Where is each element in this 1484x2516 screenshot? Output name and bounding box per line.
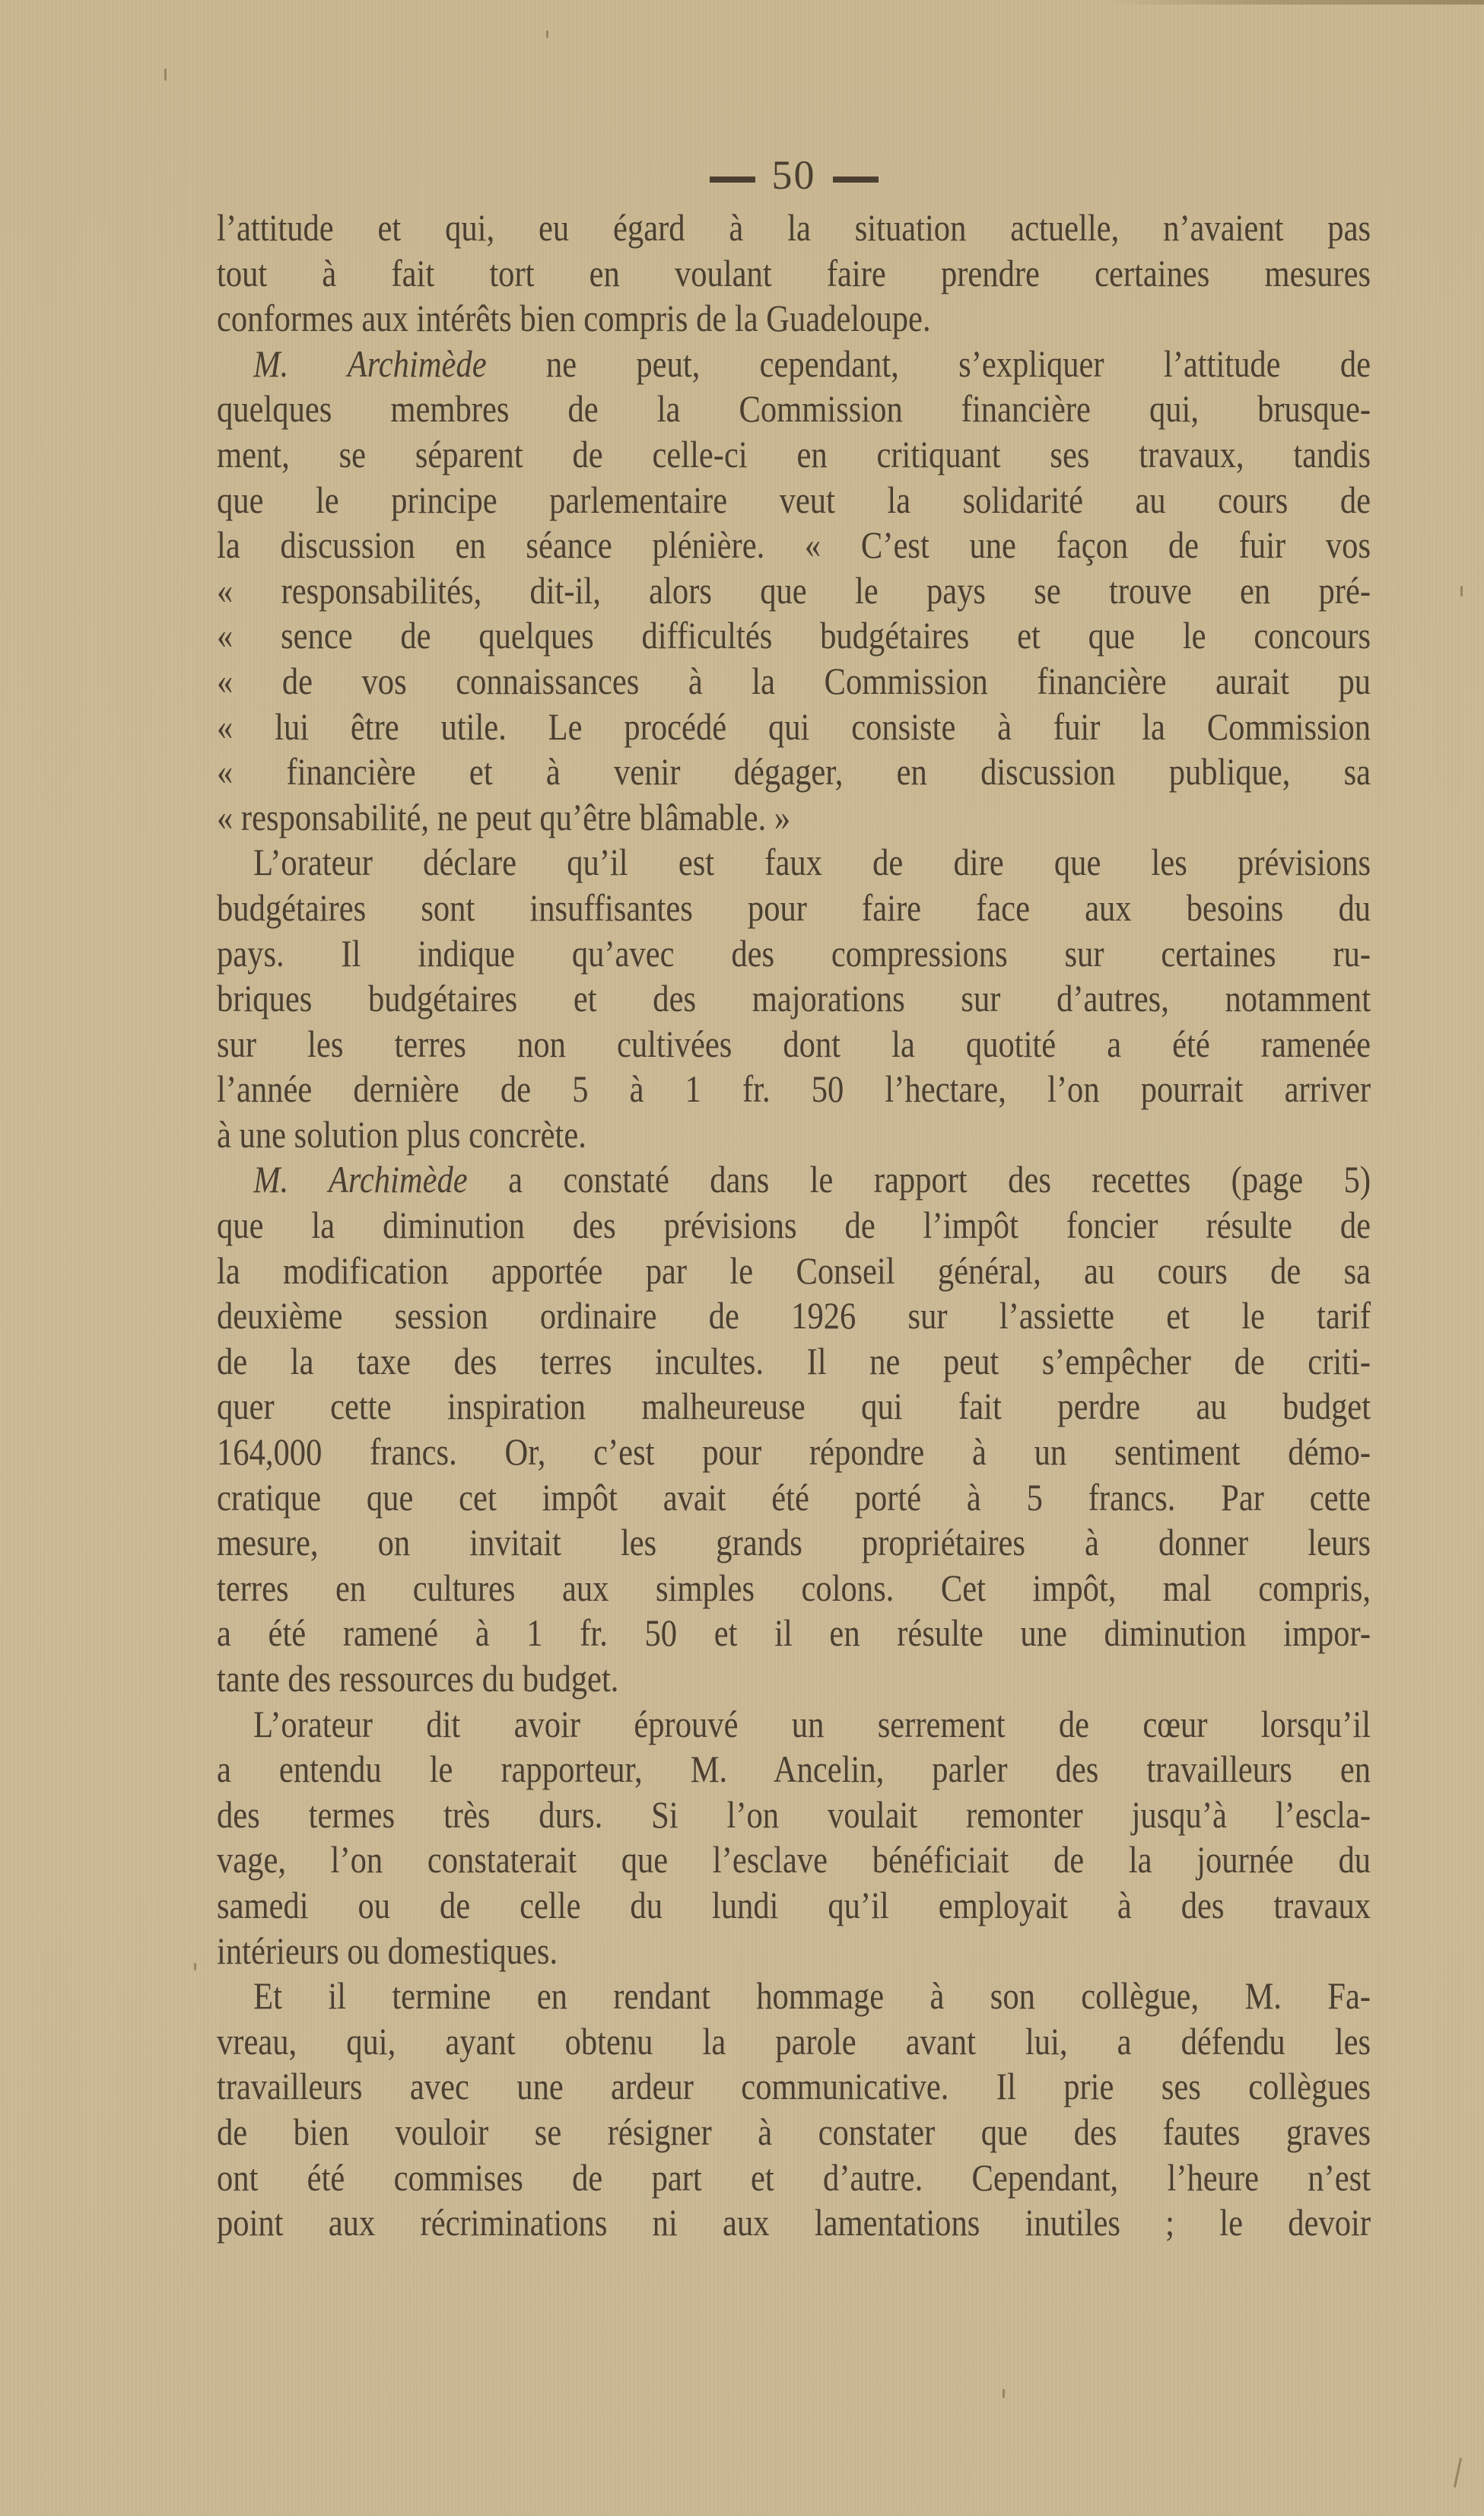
line-text: ment, se séparent de celle-ci en critiquant ses travaux, tandis — [217, 433, 1371, 476]
line-text: intérieurs ou domestiques. — [217, 1929, 558, 1972]
line-text: a constaté dans le rapport des recettes (page 5) — [467, 1159, 1371, 1201]
line-text: à une solution plus concrète. — [217, 1113, 586, 1156]
paper-speck — [1454, 2457, 1462, 2488]
text-line — [217, 1929, 1371, 1974]
paragraph — [217, 1702, 1371, 1974]
line-text: travailleurs avec une ardeur communicative. Il prie ses collègues — [217, 2066, 1371, 2108]
text-line — [217, 205, 1371, 251]
paragraph — [217, 205, 1371, 342]
text-line — [217, 1384, 1371, 1430]
line-text: briques budgétaires et des majorations sur d’autres, notamment — [217, 978, 1371, 1020]
text-line — [217, 1974, 1371, 2019]
line-text: terres en cultures aux simples colons. Cet impôt, mal compris, — [217, 1567, 1371, 1609]
line-text: « financière et à venir dégager, en discussion publique, sa — [217, 751, 1371, 794]
line-text: L’orateur déclare qu’il est faux de dire que les prévisions — [253, 841, 1371, 884]
text-line — [217, 1430, 1371, 1475]
line-text: « lui être utile. Le procédé qui consiste à fuir la Commission — [217, 705, 1371, 748]
line-text: que le principe parlementaire veut la solidarité au cours de — [217, 479, 1371, 521]
line-text: des termes très durs. Si l’on voulait remonter jusqu’à l’escla- — [217, 1793, 1371, 1836]
line-text: l’année dernière de 5 à 1 fr. 50 l’hectare, l’on pourrait arriver — [217, 1068, 1371, 1111]
text-line — [217, 613, 1371, 659]
page-top-edge-stain — [1104, 0, 1484, 5]
text-line — [217, 1157, 1371, 1203]
paragraph — [217, 1157, 1371, 1701]
line-text: l’attitude et qui, eu égard à la situation actuelle, n’avaient pas — [217, 207, 1371, 249]
line-text: la modification apportée par le Conseil général, au cours de sa — [217, 1249, 1371, 1292]
text-line — [217, 976, 1371, 1022]
line-text: a entendu le rapporteur, M. Ancelin, parler des travailleurs en — [217, 1748, 1371, 1791]
paper-speck — [164, 68, 167, 81]
line-text: quelques membres de la Commission financière qui, brusque- — [217, 388, 1371, 431]
text-line — [217, 1203, 1371, 1248]
line-text: mesure, on invitait les grands propriétaires à donner leurs — [217, 1522, 1371, 1564]
line-text: de la taxe des terres incultes. Il ne peut s’empêcher de criti- — [217, 1340, 1371, 1382]
right-dash-ornament — [833, 177, 879, 183]
line-text: la discussion en séance plénière. « C’est une façon de fuir vos — [217, 524, 1371, 567]
line-text: 164,000 francs. Or, c’est pour répondre à un sentiment démo- — [217, 1431, 1371, 1474]
line-text: vreau, qui, ayant obtenu la parole avant lui, a défendu les — [217, 2020, 1371, 2063]
paper-speck — [1460, 586, 1463, 596]
text-line — [217, 2064, 1371, 2110]
document-page — [217, 145, 1371, 2246]
text-line — [217, 1747, 1371, 1792]
text-line — [217, 2200, 1371, 2246]
text-line — [217, 795, 1371, 841]
text-line — [217, 1702, 1371, 1748]
text-line — [217, 342, 1371, 387]
text-line — [217, 1792, 1371, 1838]
paragraph — [217, 1974, 1371, 2246]
paper-speck — [194, 1963, 196, 1970]
text-line — [217, 1611, 1371, 1656]
line-text: a été ramené à 1 fr. 50 et il en résulte une diminution impor- — [217, 1612, 1371, 1655]
text-line — [217, 1520, 1371, 1566]
line-text: « responsabilités, dit-il, alors que le pays se trouve en pré- — [217, 569, 1371, 612]
text-line — [217, 432, 1371, 478]
line-text: deuxième session ordinaire de 1926 sur l’assiette et le tarif — [217, 1295, 1371, 1338]
line-text: « responsabilité, ne peut qu’être blâmable. » — [217, 796, 791, 838]
text-line — [217, 1112, 1371, 1158]
line-text: tante des ressources du budget. — [217, 1658, 619, 1700]
line-text: budgétaires sont insuffisantes pour faire face aux besoins du — [217, 886, 1371, 929]
line-text: « sence de quelques difficultés budgétaires et que le concours — [217, 615, 1371, 657]
text-line — [217, 523, 1371, 568]
text-line — [217, 2110, 1371, 2155]
line-text: conformes aux intérêts bien compris de la Guadeloupe. — [217, 297, 931, 340]
line-text: cratique que cet impôt avait été porté à 5 francs. Par cette — [217, 1476, 1371, 1519]
text-line — [217, 1067, 1371, 1112]
line-text: samedi ou de celle du lundi qu’il employait à des travaux — [217, 1884, 1371, 1926]
paper-speck — [546, 30, 548, 38]
text-line — [217, 1566, 1371, 1611]
text-line — [217, 568, 1371, 614]
line-text: Et il termine en rendant hommage à son collègue, M. Fa- — [253, 1975, 1371, 2018]
text-line — [217, 659, 1371, 705]
line-text: que la diminution des prévisions de l’impôt foncier résulte de — [217, 1204, 1371, 1247]
text-line — [217, 1293, 1371, 1339]
paragraph — [217, 840, 1371, 1157]
paragraph — [217, 342, 1371, 841]
text-line — [217, 749, 1371, 795]
text-line — [217, 296, 1371, 342]
text-line — [217, 478, 1371, 523]
text-line — [217, 386, 1371, 432]
body-text — [217, 205, 1371, 2246]
text-line — [217, 1837, 1371, 1883]
line-text: point aux récriminations ni aux lamentations inutiles ; le devoir — [217, 2202, 1371, 2244]
text-line — [217, 251, 1371, 297]
text-line — [217, 1248, 1371, 1294]
text-line — [217, 1656, 1371, 1702]
text-line — [217, 1339, 1371, 1385]
line-text: ont été commises de part et d’autre. Cependant, l’heure n’est — [217, 2156, 1371, 2199]
line-text: ne peut, cependant, s’expliquer l’attitude de — [486, 342, 1371, 385]
text-line — [217, 886, 1371, 931]
page-number: 50 — [771, 152, 816, 198]
text-line — [217, 1475, 1371, 1521]
text-line — [217, 2155, 1371, 2201]
left-dash-ornament — [710, 177, 755, 183]
paper-speck — [1003, 2389, 1005, 2398]
line-text: sur les terres non cultivées dont la quotité a été ramenée — [217, 1023, 1371, 1065]
text-line — [217, 1883, 1371, 1929]
line-text: quer cette inspiration malheureuse qui fait perdre au budget — [217, 1385, 1371, 1428]
speaker-name: M. Archimède — [253, 342, 487, 385]
text-line — [217, 2019, 1371, 2065]
text-line — [217, 705, 1371, 750]
page-number-header — [217, 145, 1371, 205]
line-text: de bien vouloir se résigner à constater que des fautes graves — [217, 2110, 1371, 2153]
line-text: vage, l’on constaterait que l’esclave bénéficiait de la journée du — [217, 1839, 1371, 1881]
text-line — [217, 1022, 1371, 1067]
text-line — [217, 840, 1371, 886]
line-text: « de vos connaissances à la Commission financière aurait pu — [217, 660, 1371, 702]
speaker-name: M. Archimède — [253, 1159, 468, 1201]
line-text: tout à fait tort en voulant faire prendre certaines mesures — [217, 252, 1371, 294]
line-text: pays. Il indique qu’avec des compressions sur certaines ru- — [217, 932, 1371, 975]
line-text: L’orateur dit avoir éprouvé un serrement de cœur lorsqu’il — [253, 1703, 1371, 1745]
text-line — [217, 931, 1371, 977]
